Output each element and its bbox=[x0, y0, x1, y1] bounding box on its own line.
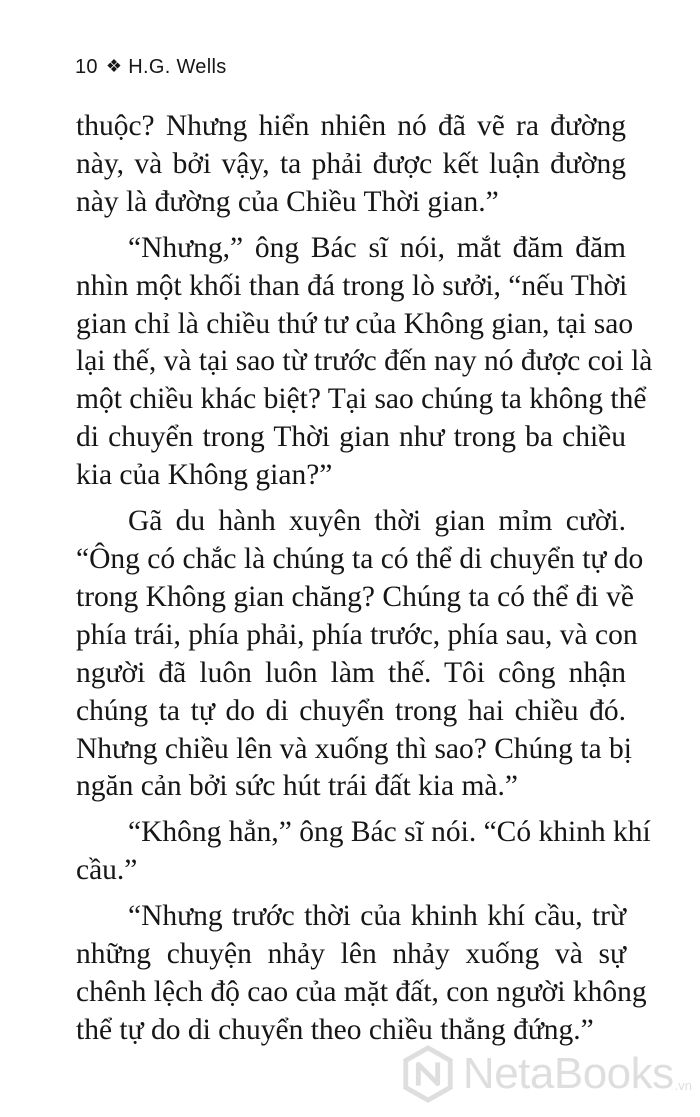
separator-ornament-icon: ❖ bbox=[105, 56, 123, 76]
text-line: trong Không gian chăng? Chúng ta có thể đi về bbox=[76, 580, 634, 613]
watermark-suffix: .vn bbox=[674, 1078, 692, 1093]
text-line: “Ông có chắc là chúng ta có thể di chuyển tự do bbox=[76, 542, 644, 575]
text-line: “Nhưng trước thời của khinh khí cầu, trừ bbox=[128, 900, 626, 933]
text-line: phía trái, phía phải, phía trước, phía sau, và con bbox=[76, 618, 638, 651]
text-line: “Nhưng,” ông Bác sĩ nói, mắt đăm đăm bbox=[128, 231, 626, 264]
text-line: kia của Không gian?” bbox=[76, 459, 333, 492]
text-line: di chuyển trong Thời gian như trong ba chiều bbox=[76, 421, 626, 454]
text-line: ngăn cản bởi sức hút trái đất kia mà.” bbox=[76, 770, 518, 803]
text-line: người đã luôn luôn làm thế. Tôi công nhận bbox=[76, 656, 626, 689]
page-number: 10 bbox=[75, 56, 98, 78]
running-head bbox=[75, 54, 227, 80]
text-line: Gã du hành xuyên thời gian mỉm cười. bbox=[128, 505, 626, 538]
body-text bbox=[76, 108, 653, 1050]
text-line: thể tự do di chuyển theo chiều thẳng đứng.” bbox=[76, 1013, 594, 1046]
watermark bbox=[399, 1045, 692, 1103]
watermark-text: NetaBooks bbox=[462, 1049, 674, 1098]
text-line: những chuyện nhảy lên nhảy xuống và sự bbox=[76, 938, 626, 971]
netabooks-logo-icon bbox=[399, 1045, 457, 1103]
text-line: chênh lệch độ cao của mặt đất, con người không bbox=[76, 975, 647, 1008]
text-line: Nhưng chiều lên và xuống thì sao? Chúng ta bị bbox=[76, 732, 632, 765]
text-line: lại thế, và tại sao từ trước đến nay nó được coi là bbox=[76, 345, 653, 378]
text-line: thuộc? Nhưng hiển nhiên nó đã vẽ ra đường bbox=[76, 110, 626, 142]
text-line: này là đường của Chiều Thời gian.” bbox=[76, 185, 499, 218]
text-line: “Không hẳn,” ông Bác sĩ nói. “Có khinh khí bbox=[128, 816, 651, 849]
text-line: gian chỉ là chiều thứ tư của Không gian, tại sao bbox=[76, 307, 634, 340]
text-line: cầu.” bbox=[76, 854, 138, 887]
text-line: một chiều khác biệt? Tại sao chúng ta không thể bbox=[76, 383, 647, 416]
text-line: này, và bởi vậy, ta phải được kết luận đường bbox=[76, 147, 626, 180]
text-line: nhìn một khối than đá trong lò sưởi, “nếu Thời bbox=[76, 269, 628, 302]
author-name: H.G. Wells bbox=[128, 56, 227, 78]
text-line: chúng ta tự do di chuyển trong hai chiều đó. bbox=[76, 694, 626, 727]
